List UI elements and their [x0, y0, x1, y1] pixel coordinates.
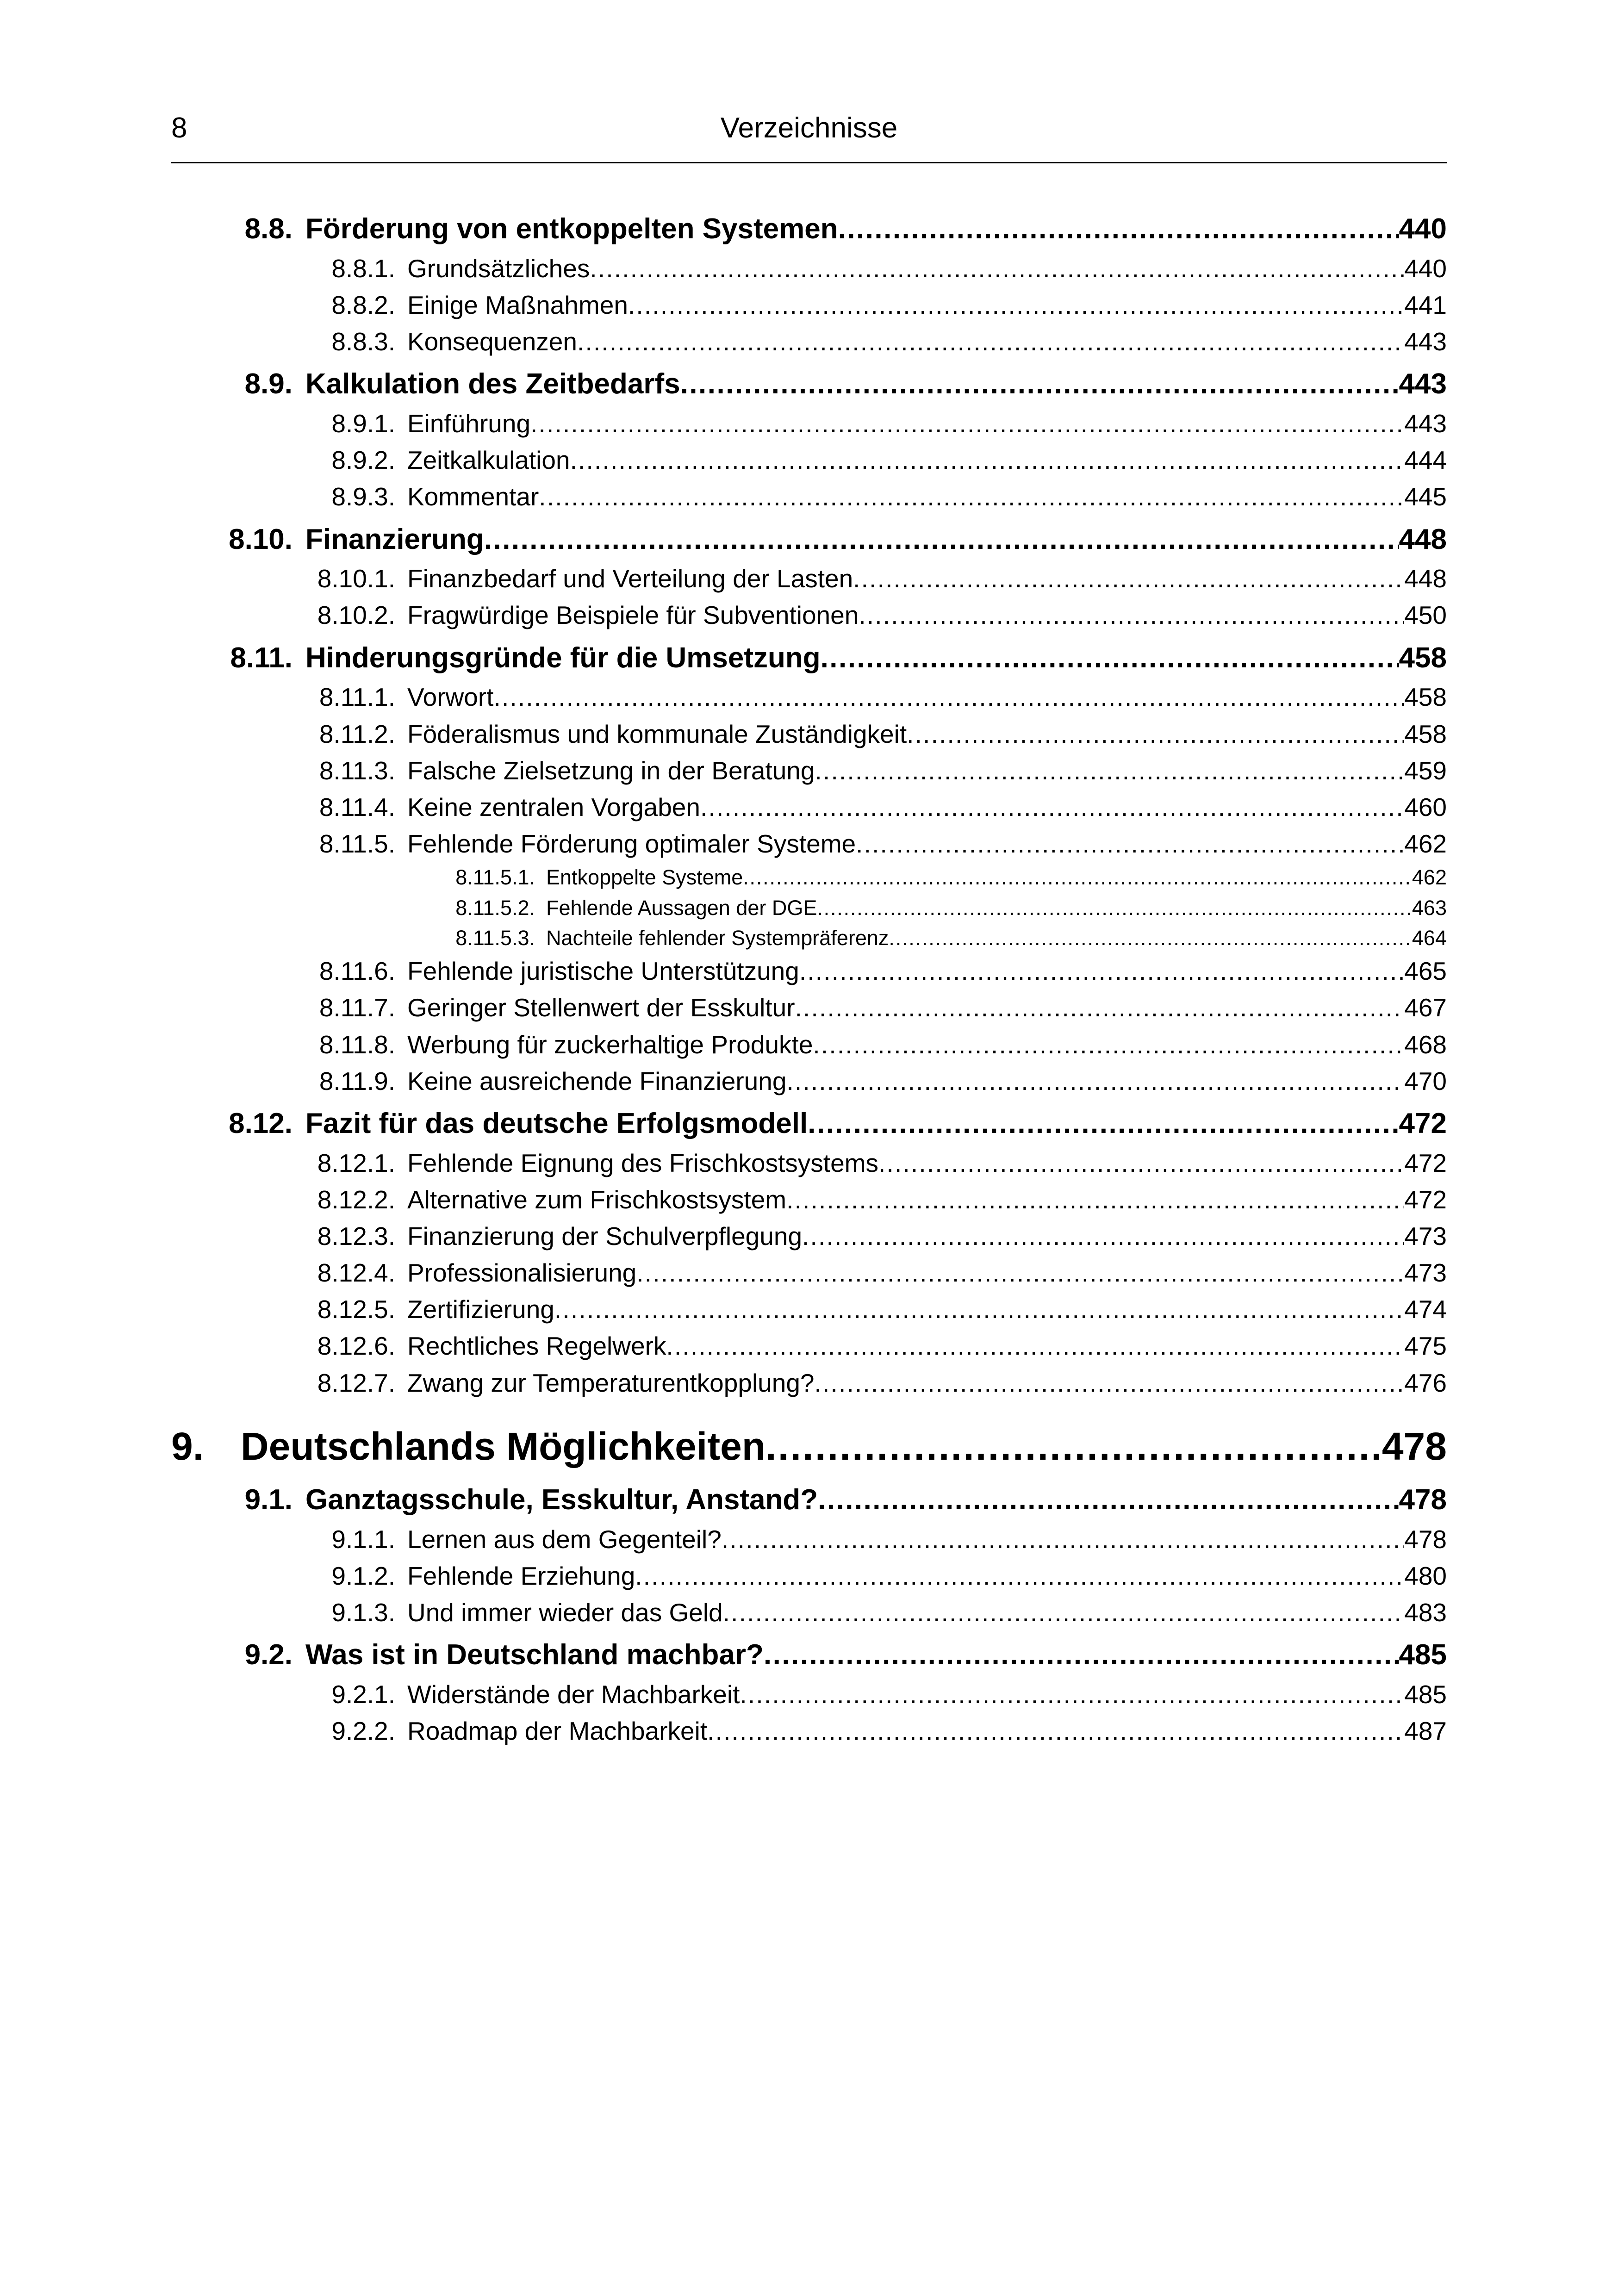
toc-entry-page-number: 472: [1399, 1107, 1447, 1139]
toc-entry-page-number: 468: [1404, 1030, 1447, 1059]
toc-entry-title: Zertifizierung: [407, 1295, 554, 1324]
toc-entry-number: 8.11.9.: [319, 1066, 395, 1095]
toc-entry-number: 8.11.: [230, 641, 292, 674]
toc-entry-page-number: 448: [1404, 564, 1447, 593]
toc-entry[interactable]: [171, 891, 1447, 921]
toc-entry-page-number: 483: [1404, 1598, 1447, 1627]
toc-entry-number: 8.12.4.: [317, 1258, 395, 1288]
toc-entry-title: Fehlende juristische Unterstützung: [407, 957, 799, 986]
toc-leader-dots: [813, 1028, 1404, 1062]
toc-entry[interactable]: [171, 788, 1447, 824]
toc-leader-dots: [530, 407, 1404, 441]
toc-entry[interactable]: [171, 1062, 1447, 1098]
toc-entry[interactable]: [171, 1475, 1447, 1520]
toc-entry-page-number: 485: [1399, 1639, 1447, 1671]
toc-entry[interactable]: [171, 286, 1447, 322]
toc-entry-page-number: 473: [1404, 1221, 1447, 1251]
table-of-contents: [171, 204, 1447, 1748]
toc-leader-dots: [856, 827, 1404, 861]
toc-entry-number: 8.10.: [229, 523, 292, 555]
toc-entry-number: 9.1.: [244, 1483, 292, 1516]
toc-entry-page-number: 445: [1404, 482, 1447, 511]
toc-entry-title: Fragwürdige Beispiele für Subventionen: [407, 601, 859, 630]
toc-entry-title: Nachteile fehlender Systempräferenz: [546, 926, 889, 950]
toc-entry-title: Fehlende Erziehung: [407, 1561, 635, 1590]
toc-entry-number: 8.8.1.: [331, 254, 395, 283]
toc-entry[interactable]: [171, 1711, 1447, 1748]
toc-entry-title: Föderalismus und kommunale Zuständigkeit: [407, 719, 907, 748]
toc-leader-dots: [889, 924, 1412, 952]
toc-entry-number: 8.11.2.: [319, 719, 395, 748]
header-rule: [171, 162, 1447, 163]
toc-leader-dots: [859, 598, 1404, 632]
toc-entry[interactable]: [171, 1363, 1447, 1400]
toc-entry[interactable]: [171, 1675, 1447, 1711]
toc-leader-dots: [808, 1105, 1399, 1143]
toc-leader-dots: [878, 1146, 1404, 1180]
toc-entry-page-number: 473: [1404, 1258, 1447, 1288]
toc-entry-page-number: 485: [1404, 1680, 1447, 1709]
toc-entry-page-number: 478: [1382, 1424, 1447, 1468]
toc-leader-dots: [554, 1293, 1404, 1326]
toc-entry[interactable]: [171, 359, 1447, 404]
toc-entry[interactable]: [171, 249, 1447, 286]
toc-entry-title: Alternative zum Frischkostsystem: [407, 1185, 787, 1214]
toc-entry-title: Fazit für das deutsche Erfolgsmodell: [305, 1107, 808, 1139]
toc-entry[interactable]: [171, 633, 1447, 678]
toc-entry-page-number: 470: [1404, 1066, 1447, 1095]
toc-entry[interactable]: [171, 322, 1447, 359]
toc-entry-number: 8.12.5.: [317, 1295, 395, 1324]
toc-entry-page-number: 478: [1399, 1483, 1447, 1516]
toc-entry-title: Was ist in Deutschland machbar?: [305, 1639, 764, 1671]
toc-entry[interactable]: [171, 921, 1447, 952]
toc-leader-dots: [764, 1636, 1399, 1674]
toc-entry[interactable]: [171, 1217, 1447, 1253]
toc-entry-title: Förderung von entkoppelten Systemen: [305, 213, 838, 245]
toc-entry-number: 8.11.3.: [319, 756, 395, 785]
toc-entry-title: Fehlende Eignung des Frischkostsystems: [407, 1148, 878, 1177]
toc-entry-number: 9.2.2.: [331, 1717, 395, 1746]
toc-entry-number: 8.11.5.: [319, 829, 395, 858]
toc-entry-number: 8.11.5.3.: [455, 926, 535, 950]
toc-leader-dots: [723, 1596, 1405, 1630]
toc-entry-title: Finanzbedarf und Verteilung der Lasten: [407, 564, 853, 593]
toc-entry-number: 8.12.2.: [317, 1185, 395, 1214]
toc-entry[interactable]: [171, 824, 1447, 861]
toc-entry-number: 8.12.3.: [317, 1221, 395, 1251]
toc-entry-number: 9.: [171, 1424, 204, 1468]
toc-entry-page-number: 472: [1404, 1148, 1447, 1177]
toc-entry-page-number: 441: [1404, 290, 1447, 319]
toc-entry[interactable]: [171, 1326, 1447, 1363]
toc-leader-dots: [740, 1678, 1404, 1711]
toc-entry[interactable]: [171, 1593, 1447, 1630]
toc-entry-page-number: 458: [1399, 641, 1447, 674]
toc-entry-title: Roadmap der Machbarkeit: [407, 1717, 708, 1746]
toc-entry-number: 8.11.5.1.: [455, 865, 535, 890]
toc-entry-page-number: 478: [1404, 1524, 1447, 1554]
toc-leader-dots: [539, 480, 1404, 514]
toc-entry-number: 8.8.2.: [331, 290, 395, 319]
toc-entry-page-number: 458: [1404, 683, 1447, 712]
toc-entry-page-number: 459: [1404, 756, 1447, 785]
toc-leader-dots: [484, 521, 1399, 559]
toc-leader-dots: [818, 1481, 1399, 1519]
toc-leader-dots: [907, 717, 1404, 751]
toc-entry[interactable]: [171, 1098, 1447, 1144]
toc-entry-number: 8.9.2.: [331, 446, 395, 475]
toc-entry-title: Vorwort: [407, 683, 494, 712]
toc-leader-dots: [795, 991, 1405, 1025]
toc-entry-number: 8.11.4.: [319, 792, 395, 821]
toc-entry-number: 8.12.1.: [317, 1148, 395, 1177]
toc-entry[interactable]: [171, 678, 1447, 714]
toc-entry-number: 8.11.7.: [319, 993, 395, 1022]
toc-entry-title: Widerstände der Machbarkeit: [407, 1680, 740, 1709]
toc-entry-page-number: 462: [1412, 865, 1447, 890]
toc-leader-dots: [636, 1256, 1404, 1290]
header-page-number: 8: [171, 112, 187, 144]
toc-entry-title: Zwang zur Temperaturentkopplung?: [407, 1368, 815, 1397]
toc-entry-number: 8.10.2.: [317, 601, 395, 630]
toc-entry-title: Zeitkalkulation: [407, 446, 570, 475]
toc-entry[interactable]: [171, 1556, 1447, 1593]
toc-entry-number: 8.12.: [229, 1107, 292, 1139]
toc-entry-title: Lernen aus dem Gegenteil?: [407, 1524, 722, 1554]
toc-leader-dots: [666, 1329, 1404, 1363]
running-header: [171, 114, 1447, 158]
toc-entry[interactable]: [171, 441, 1447, 477]
toc-entry-title: Kalkulation des Zeitbedarfs: [305, 368, 680, 400]
toc-entry-number: 8.11.5.2.: [455, 896, 535, 920]
toc-entry-title: Finanzierung der Schulverpflegung: [407, 1221, 803, 1251]
toc-leader-dots: [817, 894, 1412, 921]
toc-leader-dots: [707, 1714, 1404, 1748]
toc-leader-dots: [765, 1421, 1382, 1472]
toc-leader-dots: [821, 639, 1399, 677]
toc-leader-dots: [786, 1064, 1404, 1098]
toc-entry-page-number: 440: [1404, 254, 1447, 283]
toc-leader-dots: [590, 252, 1404, 286]
toc-entry-page-number: 443: [1404, 327, 1447, 356]
toc-entry-page-number: 465: [1404, 957, 1447, 986]
toc-leader-dots: [815, 1366, 1405, 1400]
toc-entry-page-number: 462: [1404, 829, 1447, 858]
toc-entry-title: Hinderungsgründe für die Umsetzung: [305, 641, 821, 674]
toc-entry-page-number: 475: [1404, 1332, 1447, 1361]
toc-entry-title: Deutschlands Möglichkeiten: [241, 1424, 766, 1468]
toc-entry[interactable]: [171, 1630, 1447, 1675]
toc-entry-page-number: 487: [1404, 1717, 1447, 1746]
toc-entry-title: Fehlende Aussagen der DGE: [546, 896, 817, 920]
toc-entry-title: Und immer wieder das Geld: [407, 1598, 723, 1627]
toc-entry[interactable]: [171, 1400, 1447, 1475]
toc-entry-page-number: 474: [1404, 1295, 1447, 1324]
toc-leader-dots: [493, 680, 1404, 714]
toc-entry-title: Einführung: [407, 409, 531, 438]
toc-leader-dots: [570, 443, 1405, 477]
toc-leader-dots: [635, 1559, 1404, 1593]
toc-entry[interactable]: [171, 988, 1447, 1025]
header-title: Verzeichnisse: [720, 112, 898, 144]
toc-entry-number: 8.9.: [244, 368, 292, 400]
toc-entry-number: 8.8.: [244, 213, 292, 245]
toc-entry-title: Rechtliches Regelwerk: [407, 1332, 666, 1361]
toc-entry-page-number: 448: [1399, 523, 1447, 555]
toc-entry-title: Entkoppelte Systeme: [546, 865, 743, 890]
toc-entry-title: Einige Maßnahmen: [407, 290, 628, 319]
toc-entry-title: Keine ausreichende Finanzierung: [407, 1066, 787, 1095]
toc-entry-page-number: 443: [1399, 368, 1447, 400]
toc-entry-page-number: 450: [1404, 601, 1447, 630]
toc-leader-dots: [786, 1183, 1404, 1217]
toc-leader-dots: [838, 210, 1399, 248]
toc-entry[interactable]: [171, 514, 1447, 560]
toc-entry-number: 8.9.3.: [331, 482, 395, 511]
toc-entry-title: Ganztagsschule, Esskultur, Anstand?: [305, 1483, 818, 1516]
toc-entry-page-number: 463: [1412, 896, 1447, 920]
toc-entry-title: Kommentar: [407, 482, 539, 511]
toc-entry-page-number: 458: [1404, 719, 1447, 748]
toc-entry[interactable]: [171, 1520, 1447, 1556]
toc-entry[interactable]: [171, 1144, 1447, 1180]
toc-entry-page-number: 443: [1404, 409, 1447, 438]
toc-leader-dots: [577, 325, 1404, 359]
toc-entry-title: Werbung für zuckerhaltige Produkte: [407, 1030, 813, 1059]
toc-entry-page-number: 467: [1404, 993, 1447, 1022]
toc-entry[interactable]: [171, 1180, 1447, 1217]
toc-entry-number: 9.1.1.: [331, 1524, 395, 1554]
toc-entry[interactable]: [171, 751, 1447, 788]
toc-leader-dots: [853, 562, 1404, 596]
toc-entry-page-number: 480: [1404, 1561, 1447, 1590]
toc-entry-number: 8.11.8.: [319, 1030, 395, 1059]
toc-entry-number: 8.11.1.: [319, 683, 395, 712]
toc-entry-page-number: 444: [1404, 446, 1447, 475]
toc-entry-title: Konsequenzen: [407, 327, 577, 356]
toc-entry-number: 9.1.2.: [331, 1561, 395, 1590]
toc-entry[interactable]: [171, 204, 1447, 249]
toc-entry-title: Finanzierung: [305, 523, 484, 555]
toc-leader-dots: [799, 954, 1404, 988]
toc-entry-number: 9.2.1.: [331, 1680, 395, 1709]
toc-entry-page-number: 460: [1404, 792, 1447, 821]
toc-entry[interactable]: [171, 861, 1447, 891]
toc-entry-number: 8.10.1.: [317, 564, 395, 593]
toc-entry-number: 8.12.7.: [317, 1368, 395, 1397]
toc-entry-title: Fehlende Förderung optimaler Systeme: [407, 829, 856, 858]
toc-leader-dots: [680, 365, 1399, 403]
toc-entry-title: Professionalisierung: [407, 1258, 637, 1288]
toc-entry[interactable]: [171, 1253, 1447, 1290]
toc-entry-number: 8.8.3.: [331, 327, 395, 356]
toc-leader-dots: [700, 790, 1404, 824]
toc-entry-number: 8.12.6.: [317, 1332, 395, 1361]
toc-entry[interactable]: [171, 1025, 1447, 1062]
toc-entry-number: 8.11.6.: [319, 957, 395, 986]
toc-entry-number: 9.2.: [244, 1639, 292, 1671]
toc-entry-title: Falsche Zielsetzung in der Beratung: [407, 756, 815, 785]
toc-entry[interactable]: [171, 715, 1447, 751]
toc-leader-dots: [722, 1523, 1404, 1556]
toc-entry-page-number: 464: [1412, 926, 1447, 950]
toc-leader-dots: [743, 864, 1412, 891]
toc-entry[interactable]: [171, 404, 1447, 441]
toc-leader-dots: [802, 1220, 1404, 1253]
toc-entry[interactable]: [171, 477, 1447, 514]
toc-entry-title: Keine zentralen Vorgaben: [407, 792, 700, 821]
toc-leader-dots: [815, 754, 1404, 788]
toc-entry-number: 9.1.3.: [331, 1598, 395, 1627]
toc-entry-page-number: 440: [1399, 213, 1447, 245]
toc-entry-number: 8.9.1.: [331, 409, 395, 438]
toc-entry-title: Grundsätzliches: [407, 254, 590, 283]
toc-entry[interactable]: [171, 596, 1447, 632]
toc-entry[interactable]: [171, 559, 1447, 596]
toc-entry-title: Geringer Stellenwert der Esskultur: [407, 993, 795, 1022]
toc-entry-page-number: 472: [1404, 1185, 1447, 1214]
toc-entry-page-number: 476: [1404, 1368, 1447, 1397]
toc-entry[interactable]: [171, 952, 1447, 988]
toc-entry[interactable]: [171, 1290, 1447, 1326]
toc-leader-dots: [628, 288, 1404, 322]
